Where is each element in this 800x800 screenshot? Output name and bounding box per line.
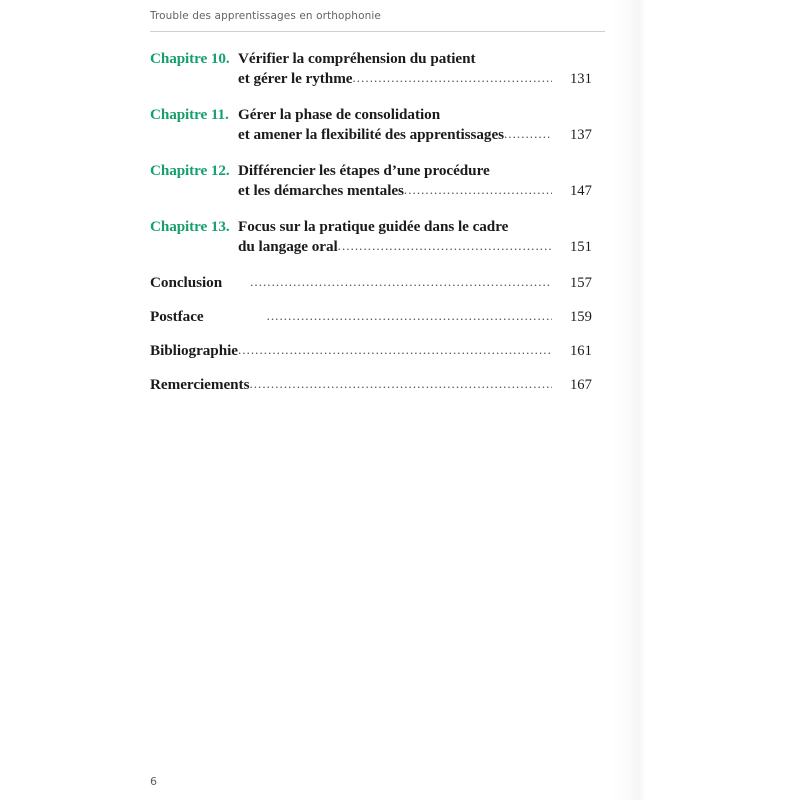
chapter-number-label: Chapitre 13. [150,218,230,235]
chapter-title-line-1: Focus sur la pratique guidée dans le cadre [238,218,509,235]
toc-entry-conclusion[interactable] [150,274,610,292]
toc-entry-second-line [150,182,610,200]
chapter-title-line-1: Différencier les étapes d’une procédure [238,162,490,179]
chapter-page-number: 147 [570,183,592,199]
toc-entry-chapter-12[interactable] [150,162,610,200]
toc-entry-second-line [150,238,610,256]
toc-entry-chapter-11[interactable] [150,106,610,144]
section-page-number: 159 [570,309,592,325]
toc-entry-line [150,342,610,360]
dot-leader [338,239,552,252]
toc-entry-bibliographie[interactable] [150,342,610,360]
toc-entry-postface[interactable] [150,308,610,326]
toc-entry-first-line [150,162,610,180]
chapter-number-label: Chapitre 11. [150,106,229,123]
chapter-number-label: Chapitre 10. [150,50,230,67]
section-page-number: 161 [570,343,592,359]
toc-entry-first-line [150,50,610,68]
toc-entry-remerciements[interactable] [150,376,610,394]
chapter-title-line-2: du langage oral [238,238,338,255]
toc-entry-chapter-13[interactable] [150,218,610,256]
section-title: Bibliographie [150,342,238,359]
toc-entry-first-line [150,218,610,236]
chapter-title-line-1: Vérifier la compréhension du patient [238,50,476,67]
page-trim-edge [612,0,646,800]
chapter-title-line-1: Gérer la phase de consolidation [238,106,441,123]
header-rule [150,31,605,32]
dot-leader [404,183,552,196]
section-page-number: 167 [570,377,592,393]
dot-leader [267,309,552,322]
toc-entry-second-line [150,70,610,88]
toc-entry-second-line [150,126,610,144]
chapter-page-number: 151 [570,239,592,255]
toc-entry-chapter-10[interactable] [150,50,610,88]
dot-leader [238,343,552,356]
dot-leader [504,127,552,140]
chapter-number-label: Chapitre 12. [150,162,230,179]
section-page-number: 157 [570,275,592,291]
chapter-title-line-2: et les démarches mentales [238,182,404,199]
chapter-page-number: 137 [570,127,592,143]
dot-leader [249,377,552,390]
chapter-title-line-2: et amener la flexibilité des apprentissages [238,126,504,143]
dot-leader [353,71,553,84]
dot-leader [250,275,552,288]
toc-entry-line [150,376,610,394]
chapter-title-line-2: et gérer le rythme [238,70,353,87]
running-head: Trouble des apprentissages en orthophonie [150,10,381,22]
section-title: Conclusion [150,274,223,291]
toc-entry-first-line [150,106,610,124]
toc-entry-line [150,308,610,326]
toc-entry-line [150,274,610,292]
table-of-contents [150,50,610,410]
section-title: Remerciements [150,376,250,393]
chapter-page-number: 131 [570,71,592,87]
page-folio-number: 6 [150,775,157,788]
section-title: Postface [150,308,204,325]
